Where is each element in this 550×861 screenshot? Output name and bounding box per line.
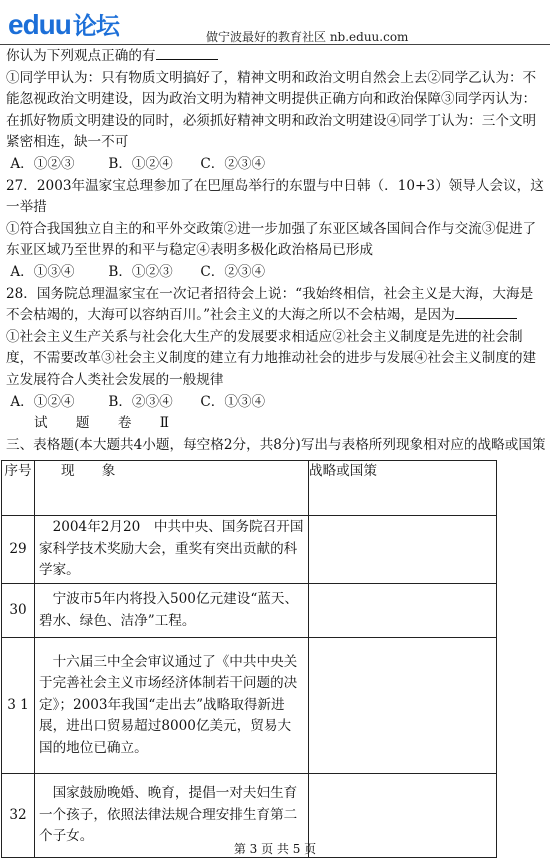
question-26-options xyxy=(6,154,546,176)
row-phenomenon: 2004年2月20 中共中央、国务院召开国家科学技术奖励大会，重奖有突出贡献的科学家。 xyxy=(35,516,309,584)
answer-blank xyxy=(156,46,218,60)
header-strategy: 战略或国策 xyxy=(309,461,497,516)
option-a: A．①②④ xyxy=(10,393,75,410)
site-tagline: 做宁波最好的教育社区 nb.eduu.com xyxy=(206,30,409,44)
header-divider xyxy=(0,44,550,45)
option-a: A．①③④ xyxy=(10,263,75,280)
option-c: C．②③④ xyxy=(200,155,266,172)
answer-blank xyxy=(455,305,517,319)
answer-cell[interactable] xyxy=(309,638,497,774)
section-title: 试 题 卷 Ⅱ xyxy=(34,415,181,432)
option-c: C．②③④ xyxy=(200,263,266,280)
question-27-options xyxy=(6,262,546,284)
header-phenomenon xyxy=(35,461,309,516)
option-c: C．①③④ xyxy=(200,393,266,410)
logo-cn-text: 论坛 xyxy=(72,13,119,40)
table-header-row xyxy=(2,461,497,516)
table-row xyxy=(2,516,497,584)
exam-body xyxy=(6,46,546,456)
option-b: B．①②③ xyxy=(108,263,173,280)
row-number: 3 1 xyxy=(2,638,35,774)
page-footer: 第 3 页 共 5 页 xyxy=(233,842,317,856)
row-number: 30 xyxy=(2,584,35,638)
question-26-stem xyxy=(6,46,546,68)
header-phenomenon-text: 现 象 xyxy=(61,463,116,479)
page-header xyxy=(0,0,550,46)
question-26-body: ①同学甲认为：只有物质文明搞好了，精神文明和政治文明自然会上去②同学乙认为：不能忽视政治文明建设，因为政治文明为精神文明提供正确方向和政治保障③同学丙认为：在抓好物质文明建设的同时，必须抓好精神文明和政治文明建设④同学丁认为：三个文明紧密相连，缺一不可 xyxy=(6,69,537,151)
option-b: B．①②④ xyxy=(108,155,173,172)
logo-text: eduu xyxy=(8,9,71,40)
site-logo xyxy=(8,6,119,41)
row-number: 32 xyxy=(2,774,35,858)
question-28-stem xyxy=(6,284,546,327)
row-phenomenon: 宁波市5年内将投入500亿元建设“蓝天、碧水、绿色、洁净”工程。 xyxy=(35,584,309,638)
table-row xyxy=(2,584,497,638)
row-phenomenon: 国家鼓励晚婚、晚育，提倡一对夫妇生育一个孩子，依照法律法规合理安排生育第二个子女。 xyxy=(35,774,309,858)
row-number: 29 xyxy=(2,516,35,584)
section-intro: 三、表格题(本大题共4小题，每空格2分，共8分)写出与表格所列现象相对应的战略或国策 xyxy=(6,436,546,453)
question-27-body: ①符合我国独立自主的和平外交政策②进一步加强了东亚区域各国间合作与交流③促进了东亚区域乃至世界的和平与稳定④表明多极化政治格局已形成 xyxy=(6,220,537,259)
header-number: 序号 xyxy=(2,461,35,516)
answer-cell[interactable] xyxy=(309,584,497,638)
row-phenomenon: 十六届三中全会审议通过了《中共中央关于完善社会主义市场经济体制若干问题的决定》；2003年我国“走出去”战略取得新进展，进出口贸易超过8000亿美元，贸易大国的地位已确立。 xyxy=(35,638,309,774)
option-b: B．②③④ xyxy=(108,393,173,410)
option-a: A．①②③ xyxy=(10,155,75,172)
question-28-stem-text: 28．国务院总理温家宝在一次记者招待会上说：“我始终相信，社会主义是大海，大海是不会枯竭的，大海可以容纳百川。”社会主义的大海之所以不会枯竭，是因为 xyxy=(6,285,534,324)
question-28-body: ①社会主义生产关系与社会化大生产的发展要求相适应②社会主义制度是先进的社会制度，不需要改革③社会主义制度的建立有力地推动社会的进步与发展④社会主义制度的建立发展符合人类社会发展的一般规律 xyxy=(6,328,537,388)
question-26-stem-text: 你认为下列观点正确的有 xyxy=(6,48,156,64)
table-row xyxy=(2,638,497,774)
answer-cell[interactable] xyxy=(309,516,497,584)
question-27-stem: 27．2003年温家宝总理参加了在巴厘岛举行的东盟与中日韩（．10+3）领导人会议，这一举措 xyxy=(6,177,544,216)
strategy-table xyxy=(1,460,497,858)
question-28-options xyxy=(6,392,546,414)
